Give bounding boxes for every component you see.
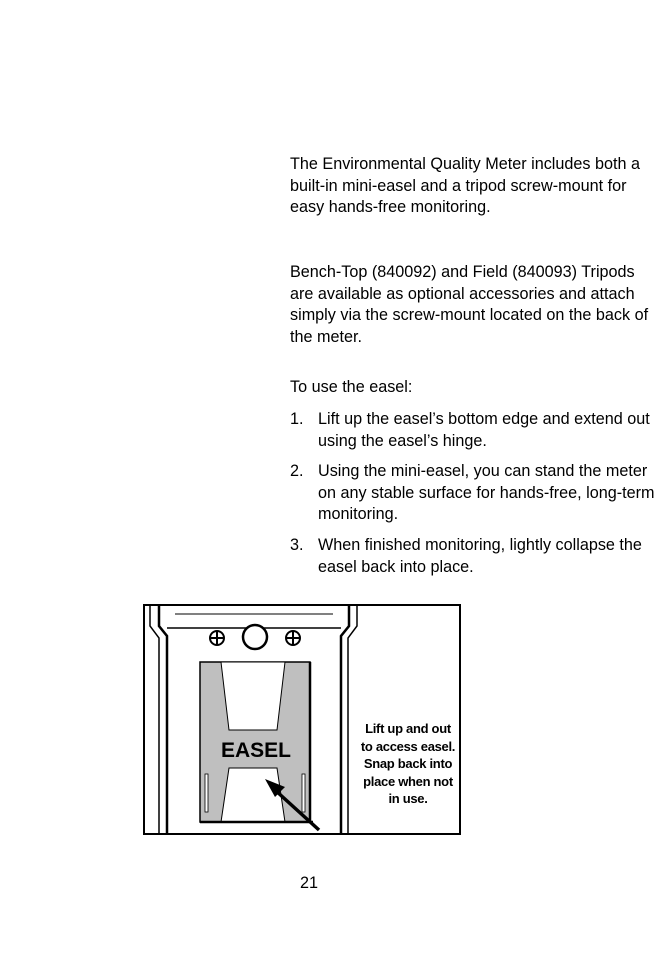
page-number: 21 xyxy=(299,874,318,892)
screw-icon xyxy=(210,631,224,645)
tripods-paragraph: Bench-Top (840092) and Field (840093) Tripods are available as optional accessories and attach simply via the screw-mount located on the back of the meter. xyxy=(290,263,649,346)
step-item xyxy=(290,461,655,526)
step-text: Using the mini-easel, you can stand the meter on any stable surface for hands-free, long-term monitoring. xyxy=(318,462,655,524)
screw-icon xyxy=(286,631,300,645)
figure-caption: Lift up and out to access easel. Snap back into place when not in use. xyxy=(360,721,456,807)
screw-mount-icon xyxy=(243,625,267,649)
step-number: 3. xyxy=(290,536,304,554)
use-easel-heading: To use the easel: xyxy=(290,378,413,396)
step-text: When finished monitoring, lightly collapse the easel back into place. xyxy=(318,536,642,576)
step-number: 1. xyxy=(290,410,304,428)
step-number: 2. xyxy=(290,462,304,480)
intro-paragraph: The Environmental Quality Meter includes both a built-in mini-easel and a tripod screw-mount for easy hands-free monitoring. xyxy=(290,155,641,217)
easel-figure xyxy=(143,604,461,835)
easel-label: EASEL xyxy=(220,739,292,762)
step-item xyxy=(290,535,655,578)
step-item xyxy=(290,409,655,452)
step-text: Lift up the easel’s bottom edge and extend out using the easel’s hinge. xyxy=(318,410,650,450)
